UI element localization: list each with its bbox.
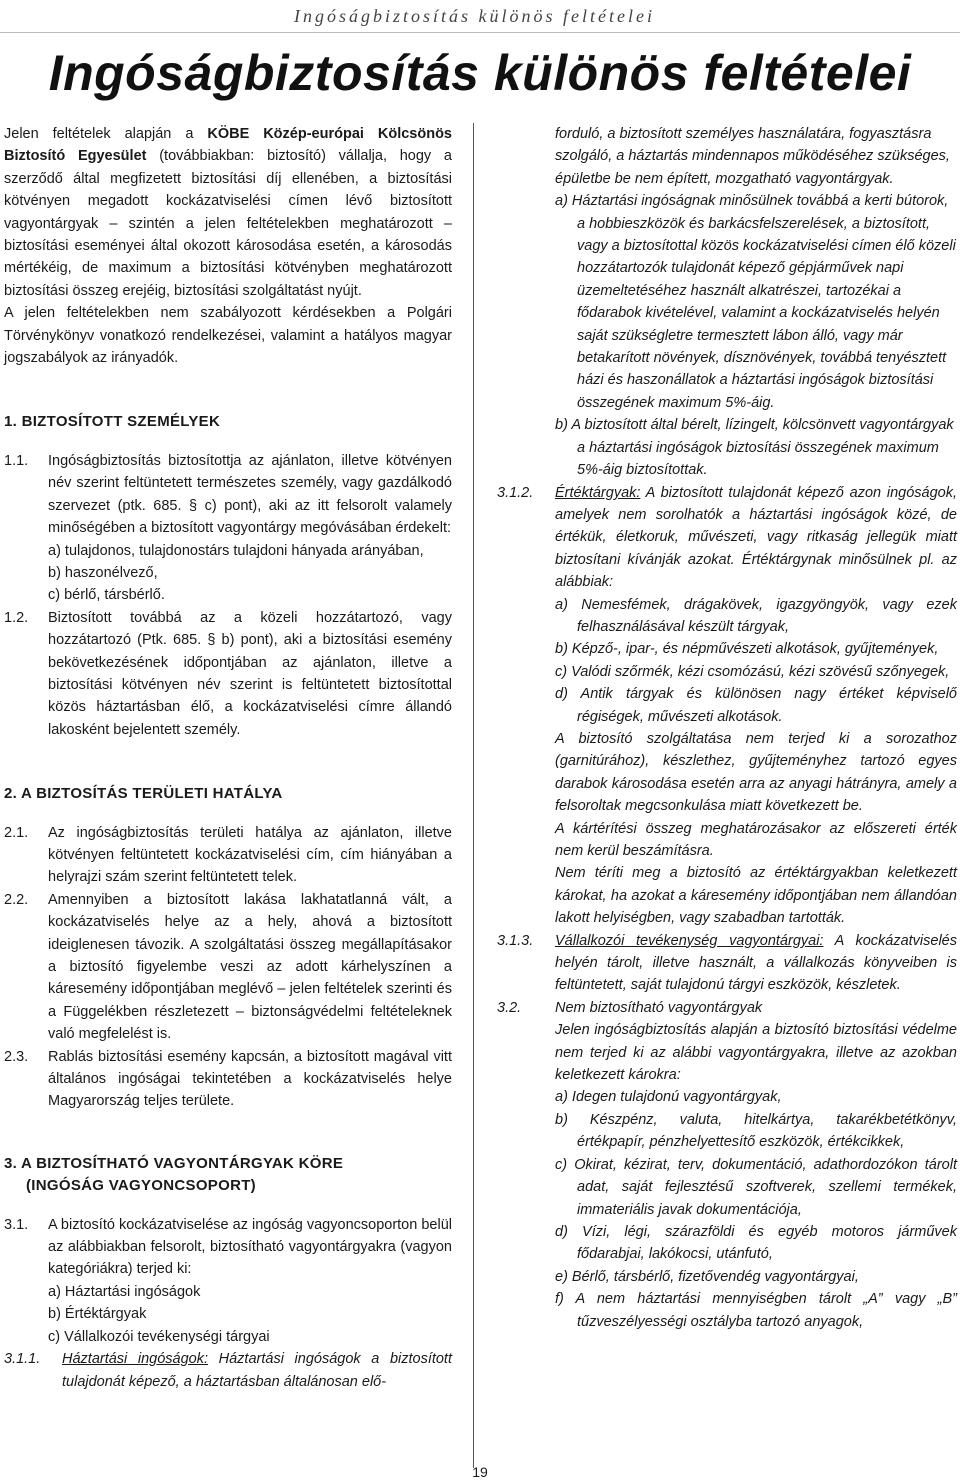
clause-3-1-1-lead: Háztartási ingóságok a biztosított tulajdonát képező, a háztartásban általánosan elő- — [62, 1351, 452, 1390]
intro-paragraph-2: A jelen feltételekben nem szabályozott kérdésekben a Polgári Törvénykönyv vonatkozó rendelkezései, valamint a hatályos magyar jogszabályok az irányadók. — [4, 305, 452, 367]
clause-2-2: 2.2. Amennyiben a biztosított lakása lakhatatlanná vált, a kockázatviselés helye az a hely, ahová a biztosított ideiglenesen távozik. A szolgáltatási összeg megállapításakor a biztosító figyelembe veszi az adott kárhelyszínen a káresemény időpontjában meglévő – jelen feltételek szerinti és a Függelékben részletezett – biztonságvédelmi feltételeknek való megfelelést is. — [4, 891, 452, 1043]
clause-3-1-2: 3.1.2. Értéktárgyak: A biztosított tulajdonát képező azon ingóságok, amelyek nem sorolhatók a háztartási ingóságok közé, de értékük, életkoruk, művészeti, vagy ritkaság jellegük miatt biztosítani kívánják azokat. Értéktárgynak minősülnek pl. az alábbiak: a) Nemesfémek, drágakövek, igazgyöngyök, vagy ezek felhasználásával készült tárgyak, b) Képző-, ipar-, és népművészeti alkotások, gyűjtemények, c) Valódi szőrmék, kézi csomózású, kézi szövésű szőnyegek, d) Antik tárgyak és különösen nagy értéket képviselő régiségek, művészeti alkotások. A biztosító szolgáltatása nem terjed ki a sorozathoz (garnitúrához), készlethez, gyűjteményhez tartozó egyes darabok károsodása esetén arra az anyagi hátrányra, amely a felsoroltak megcsonkulása miatt következett be. A kártérítési összeg meghatározásakor az előszereti érték nem kerül beszámításra. Nem téríti meg a biztosító az értéktárgyakban keletkezett károkat, ha azokat a káresemény időpontjában nem állandóan lakott helyiségben, vagy szabadban tartották. — [497, 484, 957, 927]
intro-paragraph: Jelen feltételek alapján a KÖBE Közép-európai Kölcsönös Biztosító Egyesület (továbbiakban: biztosító) vállalja, hogy a szerződő által megfizetett biztosítási díj ellenében, a biztosítási kötvényen megadott kockázatviselési címen lévő biztosított vagyontárgyak – szintén a jelen feltételekben meghatározott – biztosítási eseményei által okozott károsodása esetén, a károsodás mértékéig, de maximum a biztosítási kötvényben meghatározott biztosítási összeg erejéig, biztosítási szolgáltatást nyújt. — [4, 126, 452, 299]
clause-3-1-1-b: b) A biztosított által bérelt, lízingelt, kölcsönvett vagyontárgyak a háztartási ingóságok biztosítási összegének maximum 5%-áig biztosítottak. — [555, 417, 954, 479]
section-3-heading: 3. A BIZTOSÍTHATÓ VAGYONTÁRGYAK KÖRE — [4, 1154, 344, 1172]
right-column — [497, 123, 957, 1333]
running-header: Ingóságbiztosítás különös feltételei — [294, 6, 655, 26]
section-1-heading: 1. BIZTOSÍTOTT SZEMÉLYEK — [4, 413, 221, 431]
left-column — [4, 123, 452, 1393]
column-divider — [473, 123, 474, 1468]
page-number: 19 — [472, 1464, 488, 1480]
clause-3-2: 3.2. Nem biztosítható vagyontárgyak Jelen ingóságbiztosítás alapján a biztosító biztosítási védelme nem terjed ki az alábbi vagyontárgyakra, illetve az azokban keletkezett károkra: a) Idegen tulajdonú vagyontárgyak, b) Készpénz, valuta, hitelkártya, takarékbetétkönyv, értékpapír, pénzhelyettesítő eszközök, értékcikkek, c) Okirat, kézirat, terv, dokumentáció, adathordozókon tárolt adat, saját fejlesztésű szoftverek, szellemi termékek, immateriális javak dokumentációja, d) Vízi, légi, szárazföldi és egyéb motoros járművek fődarabjai, lakókocsi, utánfutó, e) Bérlő, társbérlő, fizetővendég vagyontárgyai, f) A nem háztartási mennyiségben tárolt „A” vagy „B” tűzveszélyességi osztályba tartozó anyagok, — [497, 999, 957, 1330]
clause-1-2: 1.2. Biztosított továbbá az a közeli hozzátartozó, vagy hozzátartozó (Ptk. 685. § b) pont), aki a biztosítási esemény bekövetkezésének időpontjában az ajánlaton, illetve a biztosítási kötvényen név szerint is feltüntetett biztosítottal közös háztartásban élő, a kockázatviselési címre állandó lakosként bejelentett személy. — [4, 609, 452, 738]
clause-3-1: 3.1. A biztosító kockázatviselése az ingóság vagyoncsoporton belül az alábbiakban felsorolt, biztosítható vagyontárgyakra (vagyon kategóriákra) terjed ki: a) Háztartási ingóságok b) Értéktárgyak c) Vállalkozói tevékenységi tárgyai — [4, 1216, 452, 1345]
clause-1-1: 1.1. Ingóságbiztosítás biztosítottja az ajánlaton, illetve kötvényen név szerint feltüntetett természetes személy, vagy gazdálkodó szervezet (ptk. 685. § c) pont), aki az itt felsorolt valamely minőségében a biztosított vagyontárgy megóvásában érdekelt: a) tulajdonos, tulajdonostárs tulajdoni hányada arányában, b) haszonélvező, c) bérlő, társbérlő. — [4, 452, 452, 604]
page-title: Ingóságbiztosítás különös feltételei — [48, 45, 912, 101]
clause-3-1-3: 3.1.3. Vállalkozói tevékenység vagyontárgyai: A kockázatviselés helyén tárolt, illetve használt, a vállalkozás könyveiben is feltüntetett, saját tulajdonú tárgyi eszközök, készletek. — [497, 932, 957, 994]
clause-2-1: 2.1. Az ingóságbiztosítás területi hatálya az ajánlaton, illetve kötvényen feltüntetett kockázatviselési cím, cím hiányában a helyrajzi szám szerint feltüntetett telek. — [4, 824, 452, 886]
clause-2-3: 2.3. Rablás biztosítási esemény kapcsán, a biztosított magával vitt általános ingóságai tekintetében a kockázatviselés helye Magyarország teljes területe. — [4, 1048, 452, 1110]
section-2-heading: 2. A BIZTOSÍTÁS TERÜLETI HATÁLYA — [4, 785, 283, 803]
clause-3-1-1-cont: forduló, a biztosított személyes használatára, fogyasztásra szolgáló, a háztartás mindennapos működéséhez szükséges, épületbe be nem épített, mozgatható vagyontárgyak. — [555, 126, 950, 187]
section-3-subheading: (INGÓSÁG VAGYONCSOPORT) — [26, 1177, 256, 1195]
clause-3-1-1: 3.1.1. Háztartási ingóságok: Háztartási ingóságok a biztosított tulajdonát képező, a háztartásban általánosan elő- — [4, 1351, 452, 1390]
clause-3-1-1-a: a) Háztartási ingóságnak minősülnek továbbá a kerti bútorok, a hobbieszközök és barkácsfelszerelések, a biztosított, vagy a biztosítottal közös kockázatviselési címen élő közeli hozzátartozók tulajdonát képező gépjárművek napi üzemeltetéséhez használt alkatrészei, tartozékai a fődarabok kivételével, valamint a kockázatviselés helyén saját szükségletre termesztett lábon álló, vagy már betakarított növények, dísznövények, továbbá tenyésztett házi és haszonállatok a háztartási ingóságok biztosítási összegének maximum 5%-áig. — [555, 193, 956, 411]
header-rule — [0, 32, 960, 33]
